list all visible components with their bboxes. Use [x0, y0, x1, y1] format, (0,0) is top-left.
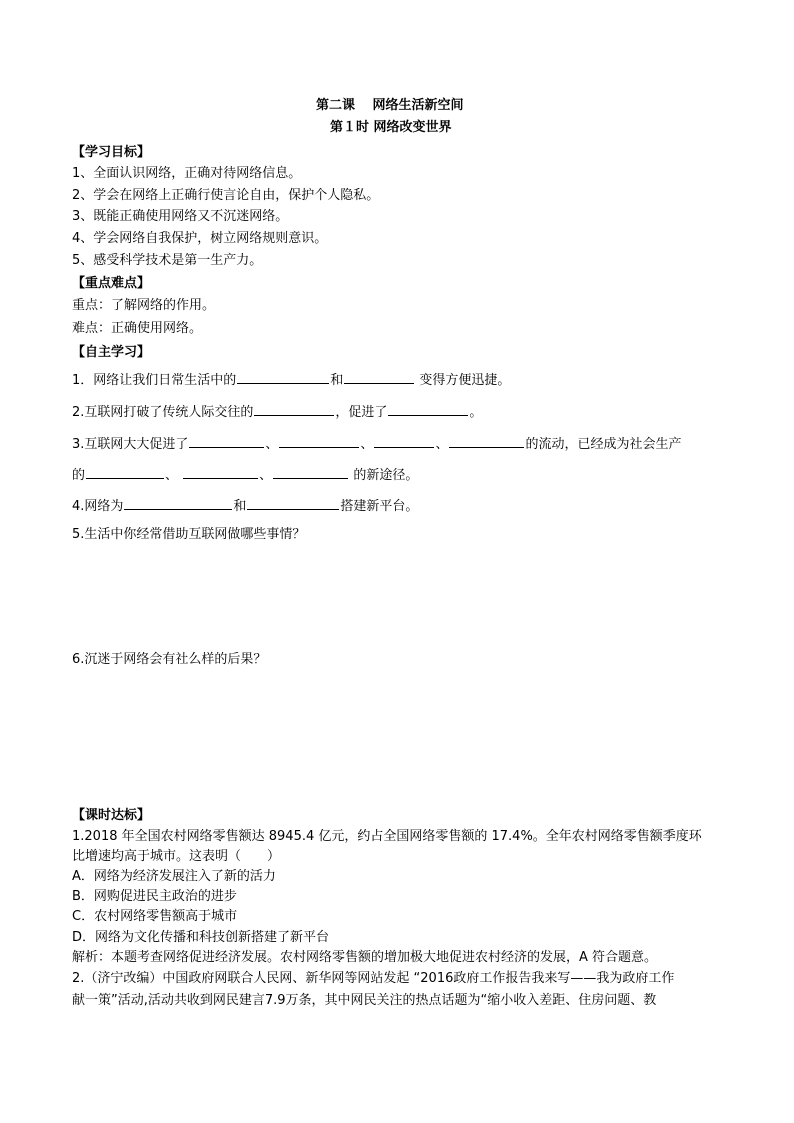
self-study-question-3 [72, 434, 681, 453]
q3-sep: 、 [360, 437, 374, 452]
objective-item: 5、感受科学技术是第一生产力。 [72, 253, 263, 268]
difficult-point: 难点：正确使用网络。 [72, 321, 203, 336]
answer-option: D．网络为文化传播和科技创新搭建了新平台 [72, 930, 330, 945]
q1-text-a: 1．网络让我们日常生活中的 [72, 373, 237, 388]
self-study-question-1 [72, 370, 510, 389]
q3b-text-c: 的新途径。 [349, 468, 419, 483]
answer-option: C．农村网络零售额高于城市 [72, 909, 238, 924]
answer-option: B．网购促进民主政治的进步 [72, 889, 237, 904]
q4-text-a: 4.网络为 [72, 499, 124, 514]
answer-blank[interactable] [237, 370, 329, 384]
objectives-heading: 【学习目标】 [72, 145, 151, 160]
answer-blank[interactable] [279, 434, 359, 448]
self-study-question-5: 5.生活中你经常借助互联网做哪些事情？ [72, 527, 306, 542]
q4-text-c: 搭建新平台。 [340, 499, 419, 514]
answer-blank[interactable] [189, 434, 264, 448]
answer-blank[interactable] [273, 465, 348, 479]
q2-text-c: 。 [469, 405, 483, 420]
practice-question-2: 2.（济宁改编）中国政府网联合人民网、新华网等网站发起 “2016政府工作报告我来写——我为政府工作 [72, 971, 675, 986]
lesson-subtitle: 第１时 网络改变世界 [330, 120, 452, 135]
self-study-question-3-cont [72, 465, 418, 484]
practice-heading: 【课时达标】 [72, 808, 151, 823]
answer-option: A．网络为经济发展注入了新的活力 [72, 869, 276, 884]
q3b-sep2: 、 [259, 468, 273, 483]
key-points-heading: 【重点难点】 [72, 276, 151, 291]
objective-item: 1、全面认识网络，正确对待网络信息。 [72, 166, 302, 181]
practice-question-1: 1.2018 年全国农村网络零售额达 8945.4 亿元，约占全国网络零售额的 17.4%。全年农村网络零售额季度环 [72, 829, 702, 844]
answer-blank[interactable] [374, 434, 434, 448]
q2-text-b: ，促进了 [335, 405, 388, 420]
q3-sep: 、 [435, 437, 449, 452]
q3b-text-a: 的 [72, 468, 86, 483]
self-study-question-6: 6.沉迷于网络会有社么样的后果？ [72, 652, 267, 667]
self-study-heading: 【自主学习】 [72, 345, 151, 360]
lesson-title: 第二课 网络生活新空间 [316, 98, 464, 113]
practice-question-1-cont: 比增速均高于城市。这表明（ ） [72, 849, 281, 864]
answer-blank[interactable] [124, 496, 232, 510]
q3-text-a: 3.互联网大大促进了 [72, 437, 189, 452]
q3-text-c: 的流动，已经成为社会生产 [525, 437, 682, 452]
self-study-question-4 [72, 496, 418, 515]
q3b-sep1: 、 [165, 468, 179, 483]
q1-text-b: 和 [330, 373, 344, 388]
objective-item: 2、学会在网络上正确行使言论自由，保护个人隐私。 [72, 188, 380, 203]
answer-blank[interactable] [247, 496, 339, 510]
objective-item: 3、既能正确使用网络又不沉迷网络。 [72, 209, 289, 224]
self-study-question-2 [72, 402, 482, 421]
practice-question-2-cont: 献一策”活动,活动共收到网民建言7.9万条，其中网民关注的热点话题为“缩小收入差距、住房问题、教 [72, 993, 657, 1008]
answer-blank[interactable] [254, 402, 334, 416]
q3-sep: 、 [265, 437, 279, 452]
answer-blank[interactable] [183, 465, 258, 479]
key-point: 重点：了解网络的作用。 [72, 298, 216, 313]
q2-text-a: 2.互联网打破了传统人际交往的 [72, 405, 254, 420]
q4-text-b: 和 [233, 499, 247, 514]
analysis-text: 解析：本题考查网络促进经济发展。农村网络零售额的增加极大地促进农村经济的发展，A 符合题意。 [72, 950, 658, 965]
answer-blank[interactable] [86, 465, 164, 479]
objective-item: 4、学会网络自我保护，树立网络规则意识。 [72, 231, 328, 246]
answer-blank[interactable] [344, 370, 414, 384]
answer-blank[interactable] [449, 434, 524, 448]
q1-text-c: 变得方便迅捷。 [415, 373, 511, 388]
answer-blank[interactable] [388, 402, 468, 416]
